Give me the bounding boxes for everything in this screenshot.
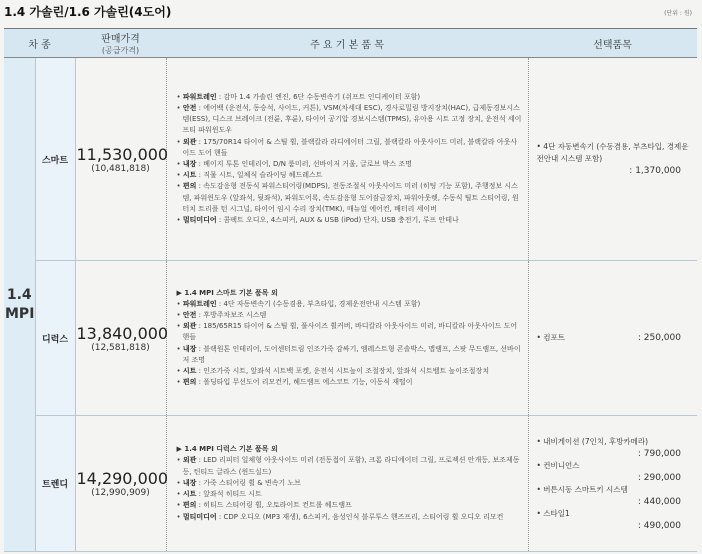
feature-item: • 멀티미디어 : CDP 오디오 (MP3 재생), 6스피커, 음성인식 블루투스 핸즈프리, 스티어링 휠 오디오 리모컨	[176, 512, 504, 521]
feature-item: • 외관 : LED 리피터 일체형 아웃사이드 미러 (전동접이 포함), 크롬 라디에이터 그릴, 프로젝션 안개등, 보조제동등, 틴티드 글라스 (윈드실드)	[176, 456, 520, 476]
options-cell	[528, 58, 697, 261]
feature-item: • 내장 : 베이지 투톤 인테리어, D/N 룸미러, 선바이저 거울, 글로브 박스 조명	[176, 160, 412, 168]
header-price-label: 판매가격	[101, 34, 140, 45]
header-price	[75, 29, 166, 58]
option-name: • 컨비니언스	[536, 460, 580, 470]
header-price-sub: (공급가격)	[101, 46, 140, 55]
option-name: • 컴포트	[536, 333, 566, 342]
options-cell	[528, 261, 697, 416]
features-heading: ▶ 1.4 MPI 스마트 기본 품목 외	[176, 288, 278, 297]
trim-name: 트렌디	[35, 416, 75, 552]
feature-item: • 내장 : 블랙원톤 인테리어, 도어센터트림 인조가죽 감싸기, 엠레스트형 콘솔박스, 맵램프, 스팟 무드램프, 선바이저 조명	[176, 344, 521, 364]
header-features: 주 요 기 본 품 목	[166, 29, 528, 58]
table-header-row	[4, 29, 697, 58]
option-price: : 790,000	[637, 448, 681, 459]
unit-label: (단위 : 원)	[664, 10, 692, 17]
feature-item: • 멀티미디어 : 콤팩트 오디오, 4스피커, AUX & USB (iPod) 단자, USB 충전기, 루프 안테나	[176, 216, 459, 225]
page-title: 1.4 가솔린/1.6 가솔린(4도어)	[4, 5, 172, 19]
engine-line2: MPI	[5, 305, 35, 322]
feature-item: • 외관 : 185/65R15 타이어 & 스틸 휠, 풀사이즈 휠커버, 바디칼라 아웃사이드 미러, 바디칼라 아웃사이드 도어 핸들	[176, 322, 518, 342]
feature-item: • 시트 : 앞좌석 히티드 시트	[176, 490, 262, 499]
options-cell	[528, 416, 697, 552]
option-price: : 1,370,000	[629, 166, 681, 176]
price-cell	[75, 416, 169, 552]
feature-item: • 시트 : 인조가죽 시트, 앞좌석 시트백 포켓, 운전석 시트높이 조절장치, 앞좌석 시트벨트 높이조절장치	[176, 367, 490, 375]
sale-price: 13,840,000	[76, 323, 169, 343]
trim-name: 스마트	[35, 58, 75, 261]
trim-row-smart	[4, 58, 697, 261]
header-trim: 차 종	[4, 29, 75, 58]
option-name: • 스타일1	[536, 508, 570, 518]
feature-item: • 안전 : 후방주차보조 시스템	[176, 310, 267, 319]
feature-item: • 편의 : 히티드 스티어링 휠, 오토라이트 컨트롤 헤드램프	[176, 501, 352, 510]
feature-item: • 시트 : 직물 시트, 일체식 슬라이딩 헤드레스트	[176, 171, 323, 180]
option-price: : 440,000	[637, 496, 681, 507]
features-cell	[166, 58, 528, 261]
price-cell	[75, 58, 169, 261]
price-cell	[75, 261, 169, 416]
feature-item: • 안전 : 에어백 (운전석, 동승석, 사이드, 커튼), VSM(차세대 ESC), 경사로밀림 방지장치(HAC), 급제동경보시스템(ESS), 디스크 브레이크 (전륜, 후륜), 타이어 공기압 경보시스템(TPMS), 유아용 시트 고정 장치, 운전석 세이프티 파워윈도우	[176, 103, 522, 135]
trim-name: 디럭스	[35, 261, 75, 416]
option-price: : 290,000	[637, 472, 681, 483]
features-heading: ▶ 1.4 MPI 디럭스 기본 품목 외	[176, 445, 278, 454]
feature-item: • 파워트레인 : 감마 1.4 가솔린 엔진, 6단 수동변속기 (쉬프트 인디케이터 포함)	[176, 92, 421, 101]
option-name: • 내비게이션 (7인치, 후방카메라)	[536, 436, 649, 446]
feature-item: • 외관 : 175/70R14 타이어 & 스틸 휠, 블랙칼라 라디에이터 그릴, 블랙칼라 아웃사이드 미러, 블랙칼라 아웃사이드 도어 핸들	[176, 137, 518, 157]
supply-price: (10,481,818)	[91, 163, 150, 174]
option-price: : 250,000	[637, 333, 681, 343]
engine-line1: 1.4	[6, 286, 32, 303]
feature-item: • 내장 : 가죽 스티어링 휠 & 변속기 노브	[176, 478, 301, 487]
feature-item: • 편의 : 속도감응형 전동식 파워스티어링(MDPS), 전동조절식 아웃사이드 미러 (히팅 기능 포함), 주행정보 시스템, 파워윈도우 (앞좌석, 뒷좌석), 파워도어록, 속도감응형 도어잠금장치, 파워아웃렛, 수동식 틸트 스티어링, 원터치 트리플 턴 시그널, 타이어 임시 수리 장치(TMK), 매뉴얼 에어컨, 배터리 세이버	[176, 182, 519, 213]
option-row	[537, 332, 692, 344]
trim-row-trendy	[4, 416, 697, 552]
sale-price: 11,530,000	[76, 144, 169, 164]
price-table	[4, 28, 697, 552]
supply-price: (12,990,909)	[91, 488, 150, 498]
option-name: • 4단 자동변속기 (수동겸용, 부츠타입, 경제운전안내 시스템 포함)	[536, 142, 689, 163]
features-cell	[166, 416, 528, 552]
header-options: 선택품목	[528, 29, 697, 58]
features-cell	[166, 261, 528, 416]
option-name: • 버튼시동 스마트키 시스템	[536, 484, 628, 494]
feature-item: • 편의 : 폴딩타입 무선도어 리모컨키, 헤드램프 에스코트 기능, 이동식 재떨이	[176, 378, 413, 387]
supply-price: (12,581,818)	[91, 342, 150, 353]
engine-cell	[4, 58, 35, 552]
sale-price: 14,290,000	[76, 469, 169, 488]
feature-item: • 파워트레인 : 4단 자동변속기 (수동겸용, 부츠타입, 경제운전안내 시스템 포함)	[176, 299, 421, 308]
option-price: : 490,000	[637, 520, 681, 531]
trim-row-deluxe	[4, 261, 697, 416]
